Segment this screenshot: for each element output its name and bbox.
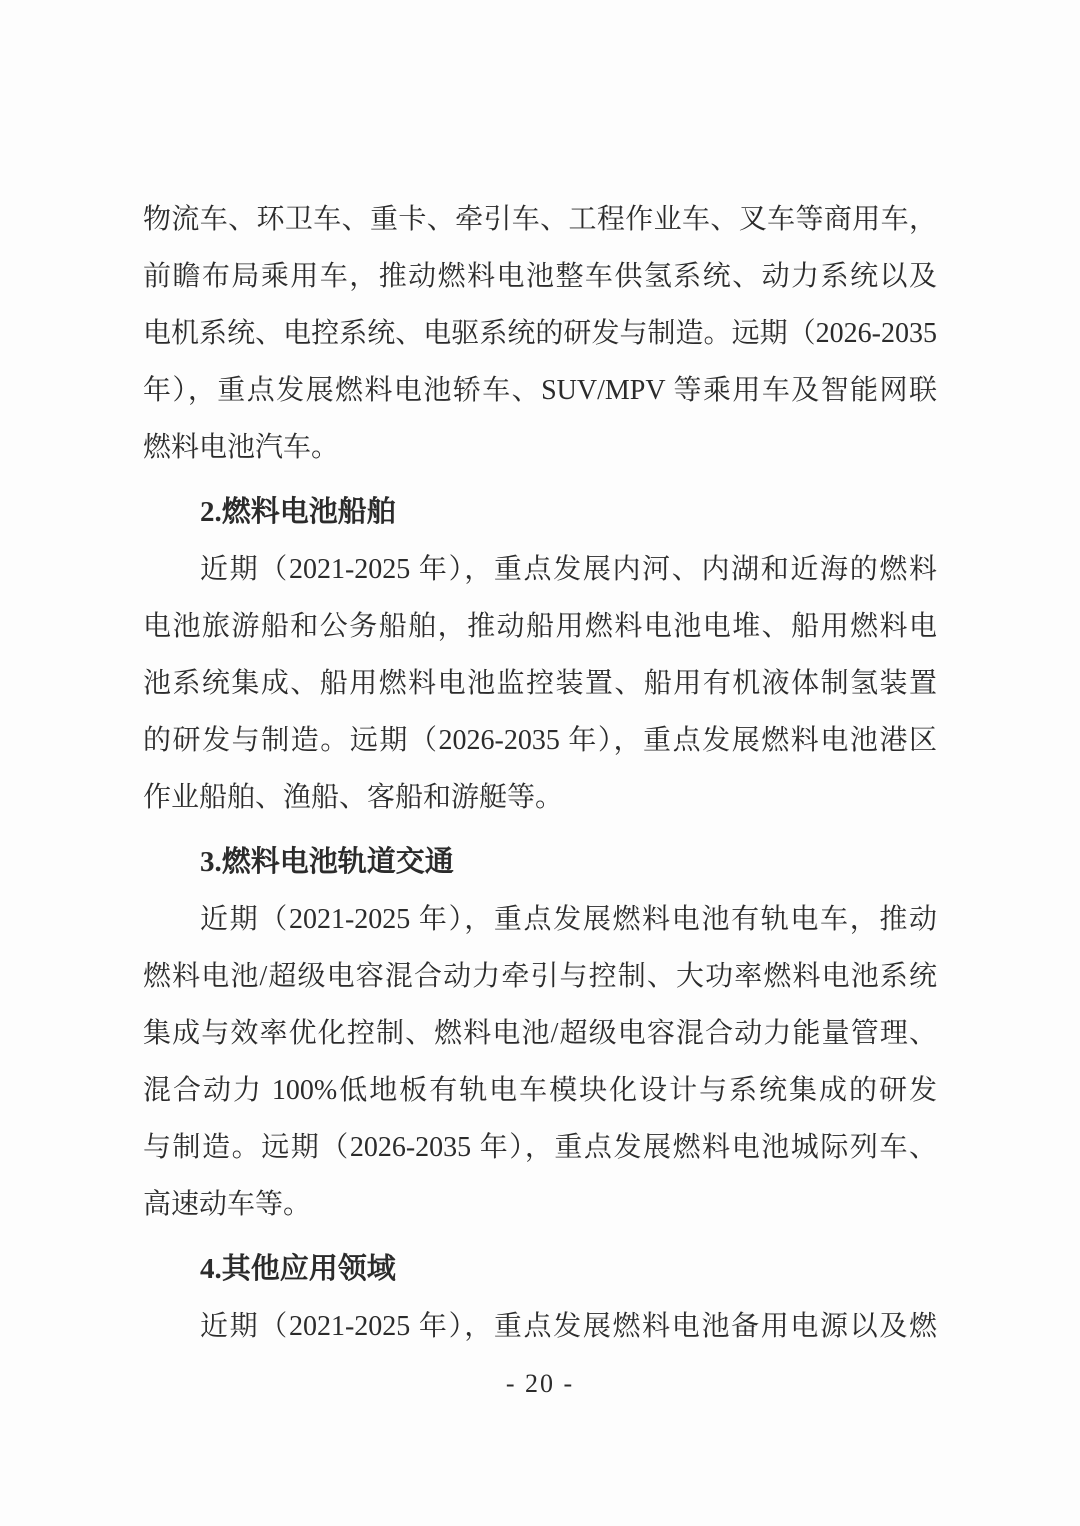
paragraph-line: 燃料电池/超级电容混合动力牵引与控制、大功率燃料电池系统 (143, 961, 937, 992)
section-heading-fuel-cell-ships: 2.燃料电池船舶 (200, 496, 396, 528)
paragraph-line: 电机系统、电控系统、电驱系统的研发与制造。远期（2026-2035 (143, 318, 937, 349)
paragraph-line: 近期（2021-2025 年），重点发展燃料电池有轨电车，推动 (200, 904, 937, 935)
section-heading-other-application-areas: 4.其他应用领域 (200, 1253, 396, 1285)
paragraph-line: 混合动力 100%低地板有轨电车模块化设计与系统集成的研发 (143, 1075, 937, 1106)
paragraph-line: 前瞻布局乘用车，推动燃料电池整车供氢系统、动力系统以及 (143, 261, 937, 292)
paragraph-line: 年），重点发展燃料电池轿车、SUV/MPV 等乘用车及智能网联 (143, 375, 937, 406)
paragraph-line: 近期（2021-2025 年），重点发展内河、内湖和近海的燃料 (200, 554, 937, 585)
paragraph-line: 集成与效率优化控制、燃料电池/超级电容混合动力能量管理、 (143, 1018, 937, 1049)
page-body (143, 191, 937, 1355)
paragraph-line: 与制造。远期（2026-2035 年），重点发展燃料电池城际列车、 (143, 1132, 937, 1163)
paragraph-line: 的研发与制造。远期（2026-2035 年），重点发展燃料电池港区 (143, 725, 937, 756)
paragraph-line: 物流车、环卫车、重卡、牵引车、工程作业车、叉车等商用车， (143, 204, 937, 235)
paragraph-line: 高速动车等。 (143, 1189, 312, 1220)
paragraph-line: 作业船舶、渔船、客船和游艇等。 (143, 782, 564, 813)
section-heading-fuel-cell-rail-transit: 3.燃料电池轨道交通 (200, 846, 454, 878)
paragraph-line: 燃料电池汽车。 (143, 432, 340, 463)
page-number: - 20 - (505, 1369, 575, 1398)
paragraph-line: 电池旅游船和公务船舶，推动船用燃料电池电堆、船用燃料电 (143, 611, 937, 642)
paragraph-line: 池系统集成、船用燃料电池监控装置、船用有机液体制氢装置 (143, 668, 937, 699)
paragraph-line: 近期（2021-2025 年），重点发展燃料电池备用电源以及燃 (200, 1311, 937, 1342)
